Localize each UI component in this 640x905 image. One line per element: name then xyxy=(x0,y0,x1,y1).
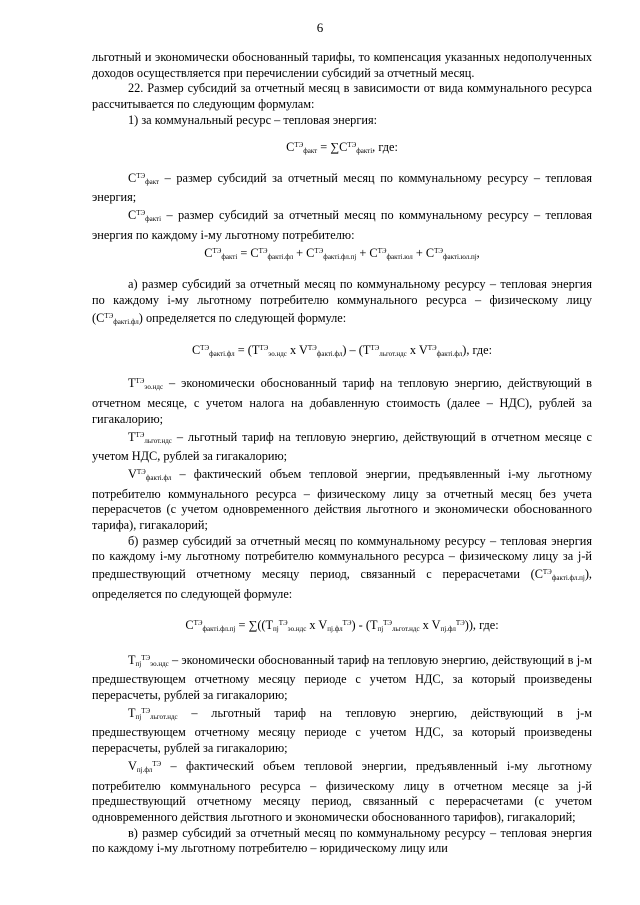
formula-subsidy-individual: $C^{ТЭ}_{фактi.фл} = (T^{ТЭ}_{эо.ндс}$ x $V^{ТЭ}_{фактi.фл}) - (T^{ТЭ}_{льгот.ндс}$ x $V^{ТЭ}_{фактi.фл}$), где: xyxy=(191,343,493,359)
paragraph: 1) за коммунальный ресурс – тепловая энергия: xyxy=(128,112,378,127)
paragraph: в) размер субсидий за отчетный месяц по коммунальному ресурсу – тепловая энергия по каждому i-му льготному потребителю – юридическому лицу или xyxy=(92,825,592,856)
paragraph: 22. Размер субсидий за отчетный месяц в зависимости от вида коммунального ресурса рассчитывается по следующим формулам: xyxy=(92,81,592,112)
document-body xyxy=(92,50,592,857)
definition: $T_{пj}^{ТЭ}_{льгот.ндс}$ – льготный тариф на тепловую энергию, действующий в j-м предшествующем отчетному месяцу периоде с учетом НДС, за который произведены перерасчеты, рублей за гигакалорию; xyxy=(92,705,592,756)
definition: $C^{ТЭ}_{фактi}$ – размер субсидий за отчетный месяц по коммунальному ресурсу – тепловая энергия по каждому i-му льготному потребителю: xyxy=(92,207,592,242)
paragraph: б) размер субсидий за отчетный месяц по коммунальному ресурсу – тепловая энергия по каждому i-му льготному потребителю коммунального ресурса – физическому лицу за j-й предшествующий отчетному месяцу период, связанный с перерасчетами $(C^{ТЭ}_{фактi.фл.пj})$, определяется по следующей формуле: xyxy=(92,533,592,601)
symbol: C xyxy=(286,139,295,154)
definition: $C^{ТЭ}_{факт}$ – размер субсидий за отчетный месяц по коммунальному ресурсу – тепловая энергия; xyxy=(92,170,592,205)
definition: $T_{пj}^{ТЭ}_{эо.ндс}$ – экономически обоснованный тариф на тепловую энергию, действующий в j-м предшествующем отчетному месяцу периоде с учетом НДС, за который произведены перерасчеты, рублей за гигакалорию; xyxy=(92,652,592,702)
paragraph: льготный и экономически обоснованный тарифы, то компенсация указанных недополученных доходов осуществляется при перечислении субсидий за отчетный месяц. xyxy=(92,50,592,80)
definition: $T^{ТЭ}_{льгот.ндс}$ – льготный тариф на тепловую энергию, действующий в отчетном месяце с учетом НДС, рублей за гигакалорию; xyxy=(92,429,592,464)
formula-subsidy-total: $C^{ТЭ}_{факт} = \sum C^{ТЭ}_{фактi}$, где: xyxy=(286,139,398,155)
formula-subsidy-recalculation: $C^{ТЭ}_{фактi.фл.пj} = \sum((T_{пj}^{ТЭ}_{эо.ндс}$ x $V_{пj.фл}^{ТЭ}) - (T_{пj}^{ТЭ}_{льгот.ндс}$ x $V_{пj.фл}^{ТЭ}$)), где: xyxy=(185,617,499,633)
definition: $V_{пj.фл}^{ТЭ}$ – фактический объем тепловой энергии, предъявленный i-му льготному потребителю коммунального ресурса – физическому лицу в отчетном месяце за j-й предшествующий отчетному месяцу период, связанный с перерасчетами (с учетом одновременного действия льготного и экономически обоснованного тарифов), гигакалорий; xyxy=(92,758,592,824)
paragraph: а) размер субсидий за отчетный месяц по коммунальному ресурсу – тепловая энергия по каждому i-му льготному потребителю коммунального ресурса – физическому лицу $(C^{ТЭ}_{фактi.фл})$ определяется по следующей формуле: xyxy=(92,277,592,326)
formula-subsidy-per-consumer: $C^{ТЭ}_{фактi} = C^{ТЭ}_{фактi.фл} + C^{ТЭ}_{фактi.фл.пj} + C^{ТЭ}_{фактi.юл} + C^{ТЭ}_{фактi.юл.пj}$, xyxy=(204,246,480,262)
definition: $V^{ТЭ}_{фактi.фл}$ – фактический объем тепловой энергии, предъявленный i-му льготному потребителю коммунального ресурса – физическому лицу за отчетный месяц без учета перерасчетов (с учетом одновременного действия льготного и экономически обоснованного тарифа), гигакалорий; xyxy=(92,466,592,533)
definition: $T^{ТЭ}_{эо.ндс}$ – экономически обоснованный тариф на тепловую энергию, действующий в отчетном месяце, с учетом налога на добавленную стоимость (далее – НДС), рублей за гигакалорию; xyxy=(92,376,592,426)
page-number: 6 xyxy=(316,20,324,35)
